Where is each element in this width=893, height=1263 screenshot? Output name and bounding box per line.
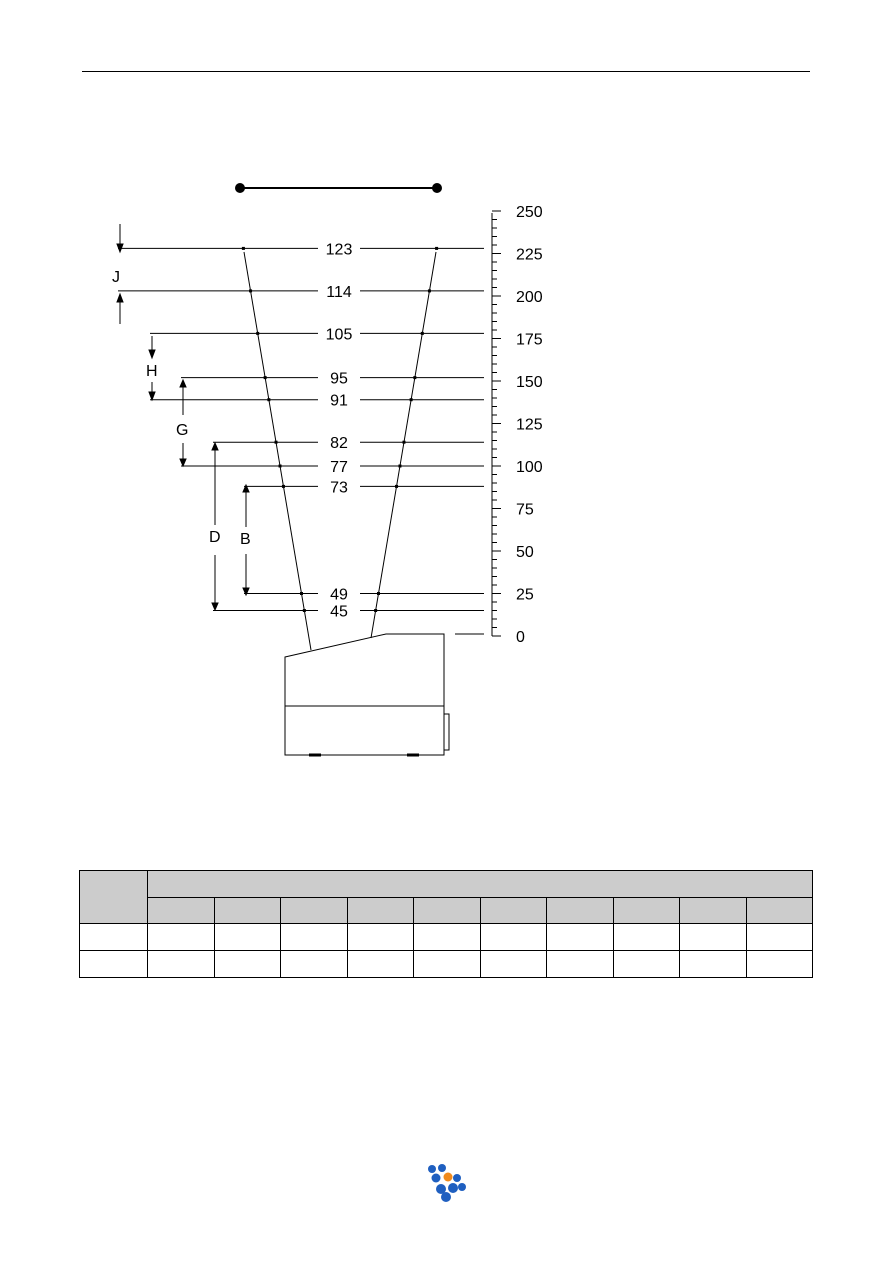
- table-corner-cell: [80, 871, 148, 924]
- cone-dots: [242, 247, 438, 612]
- table-header-cell: [148, 898, 215, 924]
- table-header-cell: [547, 898, 614, 924]
- cone-dot: [303, 609, 306, 612]
- specification-table: [79, 870, 813, 978]
- distance-scale: [492, 204, 543, 646]
- dimension-markers: [117, 224, 249, 610]
- level-lines: [118, 241, 484, 620]
- cone-dot: [264, 376, 267, 379]
- cone-dot: [402, 441, 405, 444]
- table-header-cell: [613, 898, 680, 924]
- scale-tick-label: 50: [516, 544, 534, 561]
- table-header-cell: [281, 898, 348, 924]
- level-label: 123: [325, 241, 353, 259]
- table-row: [80, 951, 813, 978]
- level-label: 73: [330, 479, 348, 497]
- table-header-cell: [214, 898, 281, 924]
- level-label: 77: [330, 459, 348, 476]
- cone-dot: [421, 332, 424, 335]
- table-header-cell: [347, 898, 414, 924]
- dimension-label: G: [176, 422, 189, 439]
- cone-dot: [398, 465, 401, 468]
- cone-dot: [267, 398, 270, 401]
- dimension-label: H: [146, 363, 158, 380]
- cone-dot: [435, 247, 438, 250]
- scale-tick-label: 25: [516, 586, 534, 604]
- dimension-label: D: [209, 529, 221, 546]
- scanner-device: [285, 634, 484, 755]
- scale-tick-label: 250: [516, 204, 543, 221]
- dimension-label: J: [112, 269, 120, 286]
- cone-dot: [300, 592, 303, 595]
- cone-dot: [256, 332, 259, 335]
- level-label: 114: [326, 283, 352, 301]
- cone-dot: [395, 485, 398, 488]
- cone-dot: [428, 289, 431, 292]
- table-header-cell: [414, 898, 481, 924]
- scale-tick-label: 200: [516, 289, 543, 306]
- cone-dot: [275, 441, 278, 444]
- scale-tick-label: 125: [516, 416, 543, 434]
- level-label: 82: [330, 435, 348, 453]
- dimension-labels: [112, 269, 251, 548]
- scale-tick-label: 175: [516, 331, 543, 349]
- table-header-cell: [746, 898, 813, 924]
- level-label: 91: [330, 392, 348, 410]
- table-header-cell: [680, 898, 747, 924]
- cone-dot: [249, 289, 252, 292]
- level-label: 105: [325, 326, 353, 344]
- table-header-cell: [480, 898, 547, 924]
- scale-tick-label: 225: [516, 246, 543, 264]
- cone-dot: [377, 592, 380, 595]
- cone-dot: [282, 485, 285, 488]
- scale-tick-label: 75: [516, 501, 534, 519]
- company-logo: [424, 1163, 472, 1203]
- cone-dot: [410, 398, 413, 401]
- scale-tick-label: 150: [516, 374, 543, 391]
- scale-tick-label: 0: [516, 629, 525, 646]
- table-row: [80, 924, 813, 951]
- cone-dot: [279, 465, 282, 468]
- table-subheader-row: [80, 898, 813, 924]
- cone-dot: [242, 247, 245, 250]
- dimension-label: B: [240, 531, 251, 548]
- level-label: 45: [330, 603, 348, 621]
- cone-dot: [374, 609, 377, 612]
- reference-bar: [235, 183, 442, 193]
- level-label: 95: [330, 370, 348, 388]
- level-label: 49: [330, 586, 348, 604]
- cone-dot: [413, 376, 416, 379]
- table-header-span: [148, 871, 813, 898]
- scale-tick-label: 100: [516, 459, 543, 476]
